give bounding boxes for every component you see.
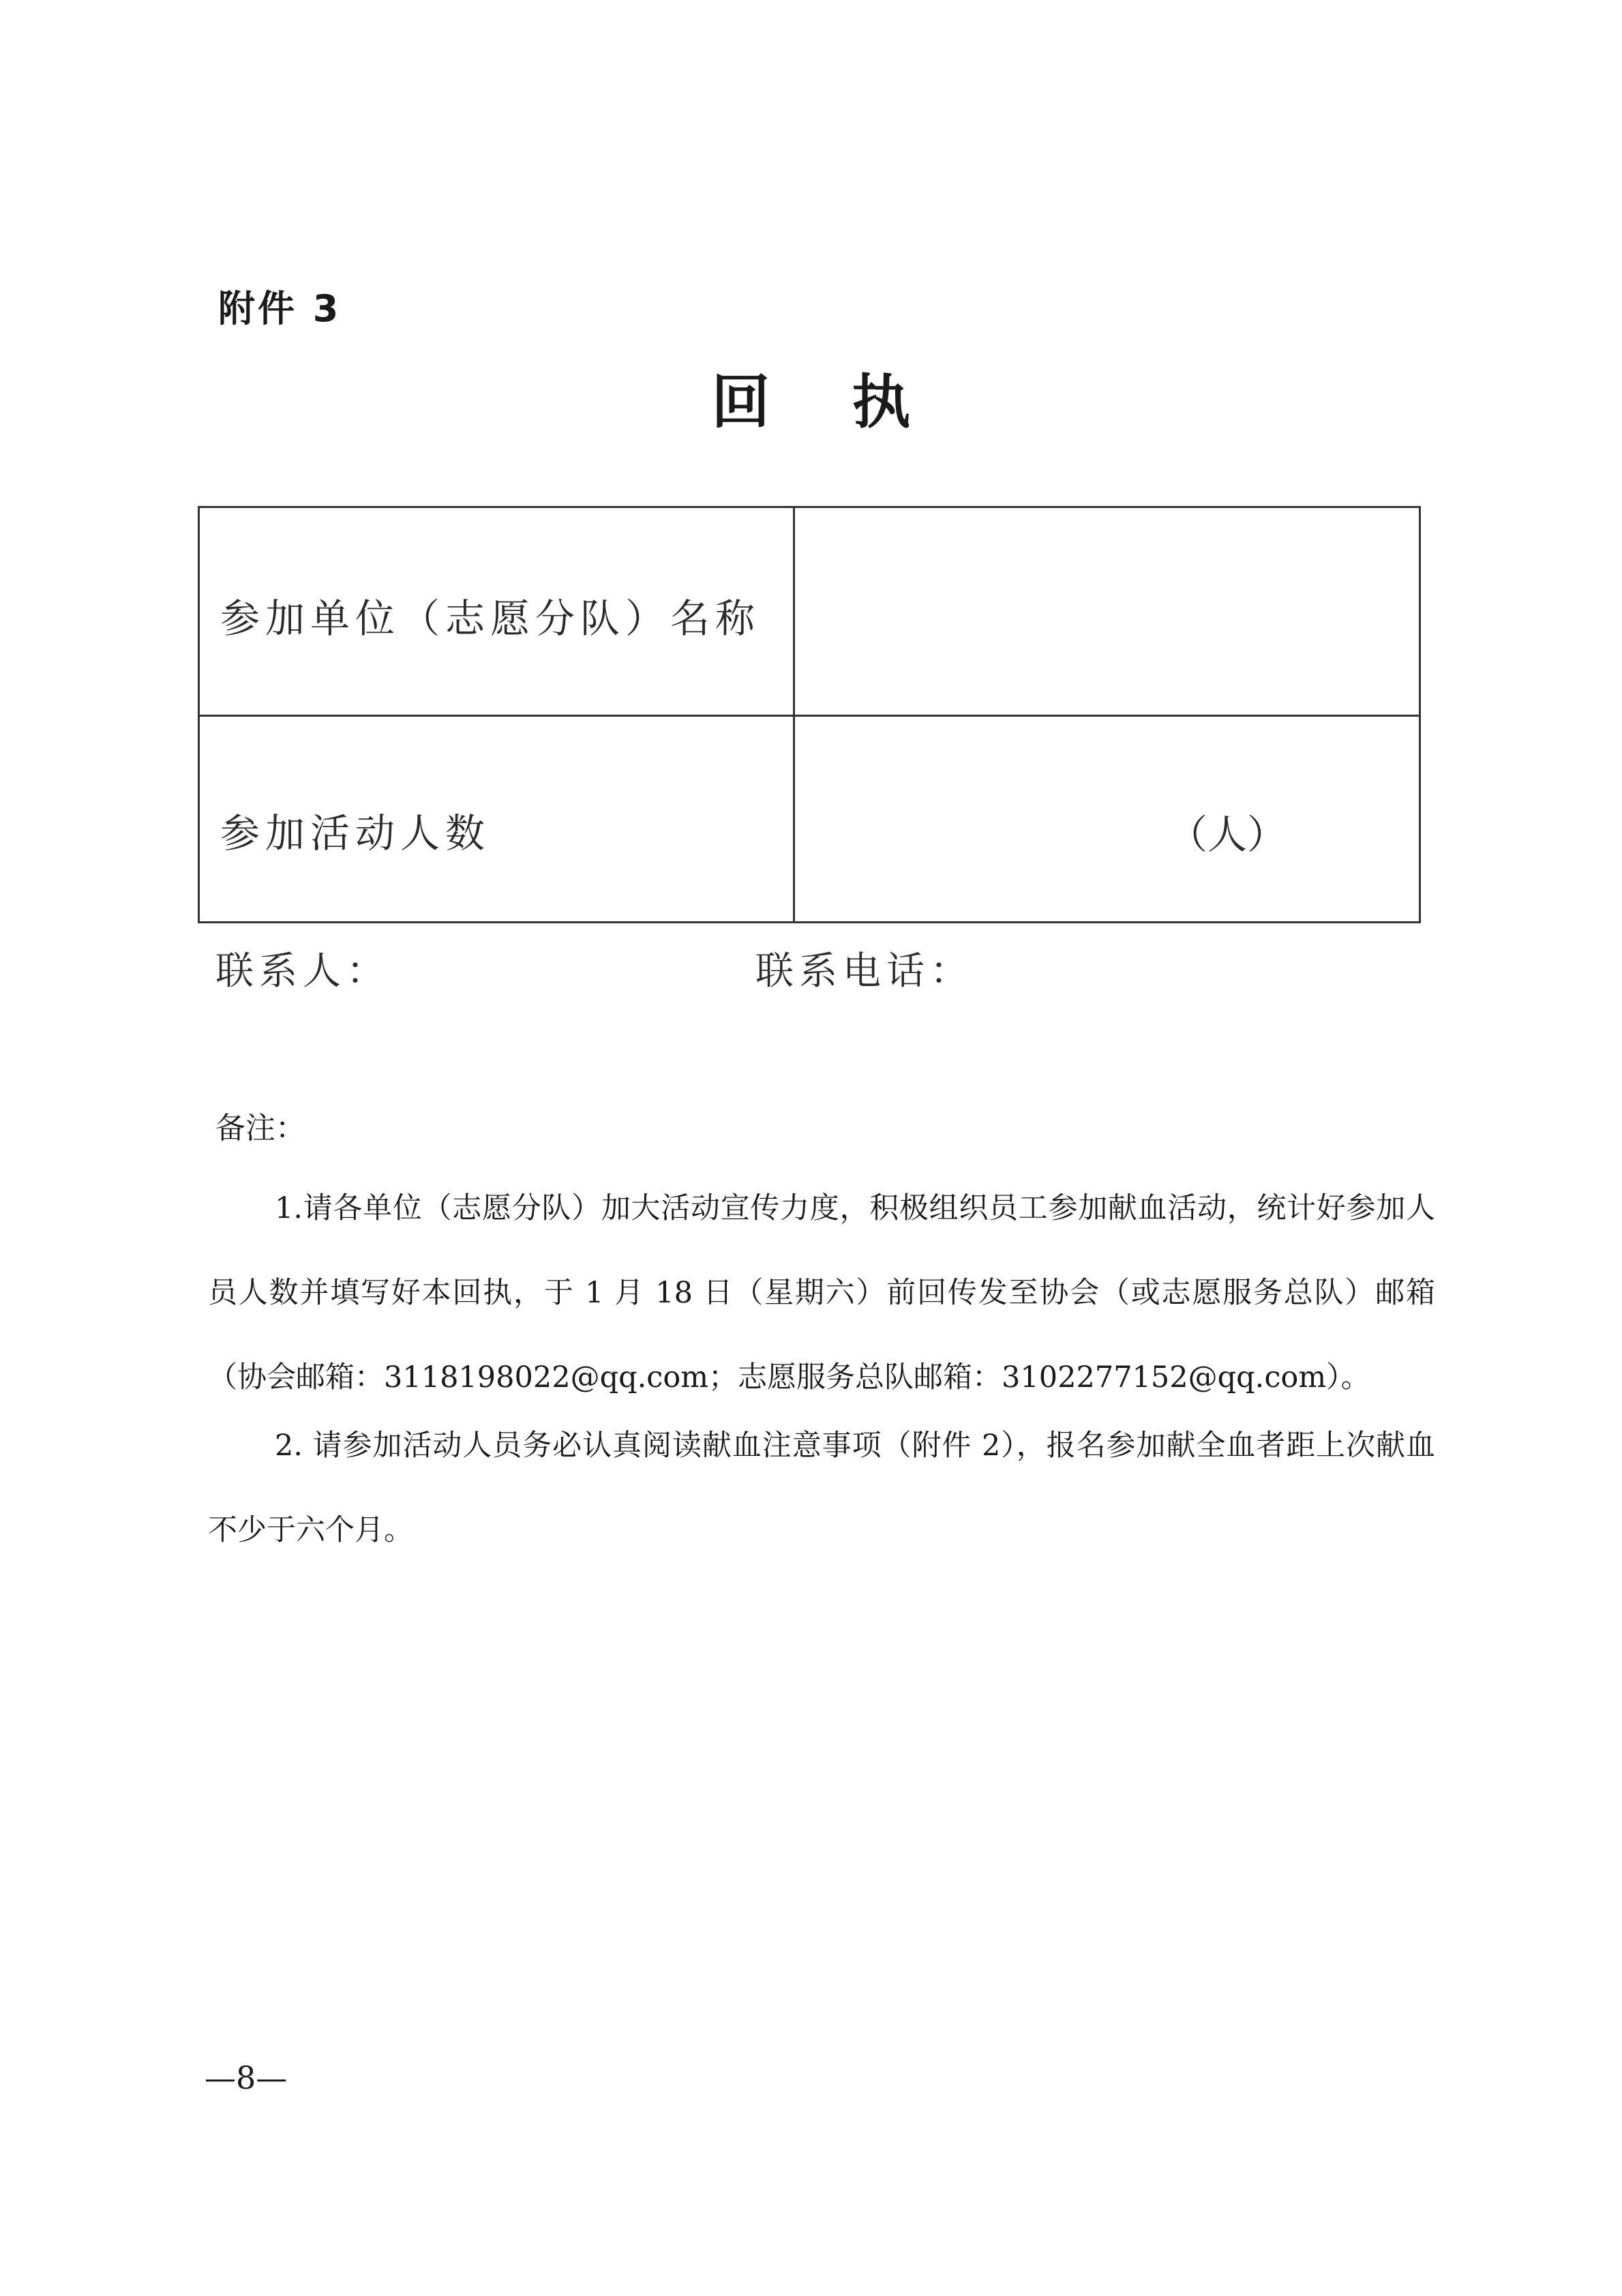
remarks-item-2: 2. 请参加活动人员务必认真阅读献血注意事项（附件 2），报名参加献全血者距上次献血不少于六个月。 bbox=[208, 1429, 1435, 1547]
table-column-divider bbox=[793, 508, 795, 921]
participant-count-label: 参加活动人数 bbox=[220, 810, 491, 856]
page-number: —8— bbox=[205, 2059, 288, 2096]
contact-person-label: 联系人： bbox=[215, 949, 390, 994]
receipt-form-table bbox=[198, 506, 1421, 923]
remarks-item-1: 1.请各单位（志愿分队）加大活动宣传力度，积极组织员工参加献血活动，统计好参加人员人数并填写好本回执，于 1 月 18 日（星期六）前回传发至协会（或志愿服务总队）邮箱（协会邮箱：3118198022@qq.com；志愿服务总队邮箱：3102277152@qq.com）。 bbox=[208, 1191, 1435, 1395]
remarks-heading: 备注： bbox=[215, 1111, 305, 1146]
contact-phone-label: 联系电话： bbox=[755, 949, 974, 994]
participant-count-field[interactable] bbox=[796, 718, 1418, 921]
participant-count-unit: （人） bbox=[1168, 811, 1287, 858]
participating-unit-field[interactable] bbox=[796, 508, 1418, 713]
table-row-divider bbox=[200, 715, 1419, 717]
attachment-label: 附件 3 bbox=[218, 287, 342, 330]
page-title: 回执 bbox=[711, 368, 993, 436]
participating-unit-label: 参加单位（志愿分队）名称 bbox=[220, 595, 761, 642]
